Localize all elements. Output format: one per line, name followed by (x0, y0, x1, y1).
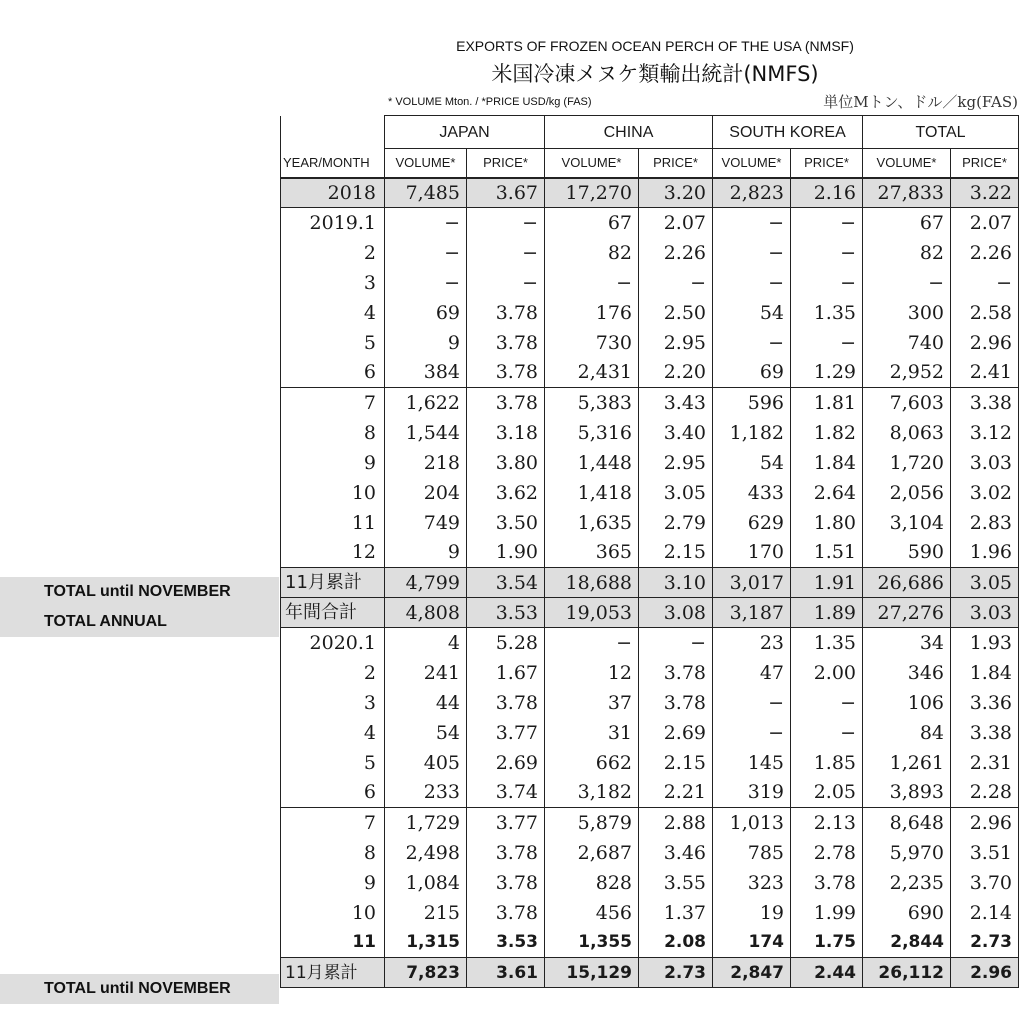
cell-year-month: 5 (281, 748, 385, 778)
cell-korea-volume: 1,013 (713, 808, 791, 838)
cell-total-price: 3.12 (951, 418, 1019, 448)
cell-china-volume: 2,431 (545, 358, 639, 388)
cell-year-month: 6 (281, 358, 385, 388)
header-china: CHINA (545, 116, 713, 149)
cell-japan-price: − (467, 208, 545, 238)
cell-total-volume: − (863, 268, 951, 298)
cell-china-price: 2.15 (639, 538, 713, 568)
cell-china-volume: 176 (545, 298, 639, 328)
header-volume: VOLUME* (713, 149, 791, 178)
cell-japan-price: 3.78 (467, 358, 545, 388)
cell-year-month: 11月累計 (281, 958, 385, 988)
cell-year-month: 8 (281, 838, 385, 868)
cell-year-month: 8 (281, 418, 385, 448)
cell-korea-price: − (791, 238, 863, 268)
cell-japan-price: 3.78 (467, 688, 545, 718)
cell-korea-volume: − (713, 718, 791, 748)
cell-china-price: 2.08 (639, 928, 713, 958)
cell-korea-volume: 629 (713, 508, 791, 538)
cell-total-price: 3.38 (951, 388, 1019, 418)
cell-japan-price: 3.62 (467, 478, 545, 508)
cell-total-volume: 740 (863, 328, 951, 358)
cell-total-volume: 690 (863, 898, 951, 928)
cell-year-month: 11 (281, 508, 385, 538)
cell-china-volume: 1,448 (545, 448, 639, 478)
cell-japan-volume: 1,622 (385, 388, 467, 418)
cell-japan-volume: 54 (385, 718, 467, 748)
table-row (281, 568, 1019, 598)
cell-korea-price: 2.16 (791, 178, 863, 208)
units-note: * VOLUME Mton. / *PRICE USD/kg (FAS) (388, 96, 592, 108)
cell-korea-price: 3.78 (791, 868, 863, 898)
cell-korea-volume: 433 (713, 478, 791, 508)
cell-japan-volume: 384 (385, 358, 467, 388)
cell-china-price: 1.37 (639, 898, 713, 928)
cell-total-price: 1.84 (951, 658, 1019, 688)
cell-total-volume: 1,720 (863, 448, 951, 478)
cell-japan-volume: 4 (385, 628, 467, 658)
cell-china-volume: 662 (545, 748, 639, 778)
header-total: TOTAL (863, 116, 1019, 149)
table-row (281, 358, 1019, 388)
cell-china-price: 2.69 (639, 718, 713, 748)
cell-korea-price: − (791, 328, 863, 358)
cell-japan-price: − (467, 268, 545, 298)
cell-korea-volume: 785 (713, 838, 791, 868)
cell-china-volume: 15,129 (545, 958, 639, 988)
cell-korea-volume: 323 (713, 868, 791, 898)
cell-korea-volume: 19 (713, 898, 791, 928)
cell-china-volume: 5,316 (545, 418, 639, 448)
cell-china-price: 2.88 (639, 808, 713, 838)
cell-total-volume: 7,603 (863, 388, 951, 418)
cell-korea-price: 2.44 (791, 958, 863, 988)
cell-total-volume: 346 (863, 658, 951, 688)
cell-japan-volume: − (385, 238, 467, 268)
cell-china-price: 3.40 (639, 418, 713, 448)
cell-japan-volume: 1,544 (385, 418, 467, 448)
cell-korea-volume: 1,182 (713, 418, 791, 448)
cell-total-volume: 8,063 (863, 418, 951, 448)
cell-year-month: 2 (281, 238, 385, 268)
cell-japan-price: 3.53 (467, 598, 545, 628)
cell-year-month: 5 (281, 328, 385, 358)
cell-korea-price: 2.78 (791, 838, 863, 868)
cell-china-price: − (639, 268, 713, 298)
cell-japan-volume: 9 (385, 328, 467, 358)
cell-china-volume: 365 (545, 538, 639, 568)
cell-korea-price: 1.29 (791, 358, 863, 388)
cell-china-price: 2.20 (639, 358, 713, 388)
cell-china-price: 3.20 (639, 178, 713, 208)
table-row (281, 328, 1019, 358)
cell-korea-price: − (791, 268, 863, 298)
cell-china-price: 2.07 (639, 208, 713, 238)
cell-china-volume: 456 (545, 898, 639, 928)
cell-korea-price: 1.82 (791, 418, 863, 448)
cell-china-volume: 5,383 (545, 388, 639, 418)
cell-china-volume: 1,355 (545, 928, 639, 958)
header-price: PRICE* (467, 149, 545, 178)
header-volume: VOLUME* (863, 149, 951, 178)
header-japan: JAPAN (385, 116, 545, 149)
cell-korea-volume: 2,823 (713, 178, 791, 208)
cell-japan-volume: 749 (385, 508, 467, 538)
cell-japan-price: 3.61 (467, 958, 545, 988)
cell-china-volume: 1,635 (545, 508, 639, 538)
table-row (281, 238, 1019, 268)
cell-year-month: 6 (281, 778, 385, 808)
cell-japan-price: 5.28 (467, 628, 545, 658)
cell-korea-volume: 3,187 (713, 598, 791, 628)
cell-korea-price: 1.35 (791, 628, 863, 658)
cell-korea-volume: 69 (713, 358, 791, 388)
table-row (281, 778, 1019, 808)
cell-korea-price: 1.80 (791, 508, 863, 538)
cell-korea-price: − (791, 208, 863, 238)
cell-china-price: 3.10 (639, 568, 713, 598)
table-row (281, 538, 1019, 568)
cell-total-price: 2.96 (951, 958, 1019, 988)
table-row (281, 448, 1019, 478)
table-row (281, 298, 1019, 328)
cell-japan-volume: 405 (385, 748, 467, 778)
cell-japan-volume: 233 (385, 778, 467, 808)
exports-table (280, 115, 1019, 988)
cell-china-price: − (639, 628, 713, 658)
cell-china-price: 2.79 (639, 508, 713, 538)
cell-korea-price: 2.64 (791, 478, 863, 508)
cell-total-price: 3.22 (951, 178, 1019, 208)
cell-total-price: 3.03 (951, 448, 1019, 478)
cell-year-month: 2018 (281, 178, 385, 208)
cell-year-month: 年間合計 (281, 598, 385, 628)
cell-total-volume: 2,844 (863, 928, 951, 958)
side-label-total-until-november-2020: TOTAL until NOVEMBER (0, 974, 279, 1004)
header-south-korea: SOUTH KOREA (713, 116, 863, 149)
table-row (281, 868, 1019, 898)
cell-total-volume: 3,104 (863, 508, 951, 538)
cell-korea-volume: − (713, 688, 791, 718)
cell-japan-volume: 7,823 (385, 958, 467, 988)
cell-japan-volume: 1,084 (385, 868, 467, 898)
cell-korea-price: − (791, 718, 863, 748)
title-english: EXPORTS OF FROZEN OCEAN PERCH OF THE USA (NMSF) (456, 38, 854, 54)
cell-year-month: 2020.1 (281, 628, 385, 658)
header-volume: VOLUME* (385, 149, 467, 178)
cell-china-price: 3.78 (639, 688, 713, 718)
cell-china-price: 3.08 (639, 598, 713, 628)
cell-japan-volume: 7,485 (385, 178, 467, 208)
table-row (281, 268, 1019, 298)
cell-japan-volume: 1,315 (385, 928, 467, 958)
cell-japan-volume: 215 (385, 898, 467, 928)
cell-total-volume: 2,952 (863, 358, 951, 388)
cell-total-volume: 106 (863, 688, 951, 718)
cell-total-price: 2.96 (951, 328, 1019, 358)
cell-japan-price: 3.78 (467, 838, 545, 868)
cell-china-price: 2.50 (639, 298, 713, 328)
cell-japan-price: − (467, 238, 545, 268)
table-row (281, 898, 1019, 928)
header-row-countries (281, 116, 1019, 149)
cell-japan-volume: 9 (385, 538, 467, 568)
cell-total-price: 2.96 (951, 808, 1019, 838)
header-row-measures (281, 149, 1019, 178)
cell-korea-price: 2.00 (791, 658, 863, 688)
cell-japan-price: 3.80 (467, 448, 545, 478)
cell-china-volume: 67 (545, 208, 639, 238)
table-row (281, 928, 1019, 958)
cell-year-month: 11 (281, 928, 385, 958)
cell-china-volume: 2,687 (545, 838, 639, 868)
cell-japan-price: 3.74 (467, 778, 545, 808)
cell-year-month: 4 (281, 718, 385, 748)
cell-japan-price: 3.77 (467, 718, 545, 748)
cell-china-price: 3.05 (639, 478, 713, 508)
cell-china-volume: 31 (545, 718, 639, 748)
table-row (281, 418, 1019, 448)
cell-korea-price: − (791, 688, 863, 718)
cell-japan-price: 3.78 (467, 298, 545, 328)
cell-japan-price: 2.69 (467, 748, 545, 778)
cell-japan-price: 3.67 (467, 178, 545, 208)
table-row (281, 718, 1019, 748)
cell-china-volume: 37 (545, 688, 639, 718)
cell-year-month: 9 (281, 868, 385, 898)
cell-total-price: 3.05 (951, 568, 1019, 598)
cell-total-price: 3.36 (951, 688, 1019, 718)
cell-china-volume: 5,879 (545, 808, 639, 838)
cell-japan-volume: − (385, 208, 467, 238)
cell-china-price: 3.46 (639, 838, 713, 868)
cell-korea-price: 1.81 (791, 388, 863, 418)
cell-total-price: 1.93 (951, 628, 1019, 658)
cell-total-volume: 27,276 (863, 598, 951, 628)
cell-korea-price: 1.85 (791, 748, 863, 778)
cell-korea-volume: − (713, 238, 791, 268)
cell-korea-volume: 54 (713, 298, 791, 328)
table-row (281, 598, 1019, 628)
cell-total-volume: 82 (863, 238, 951, 268)
cell-japan-price: 3.18 (467, 418, 545, 448)
cell-total-volume: 27,833 (863, 178, 951, 208)
cell-total-price: 3.03 (951, 598, 1019, 628)
cell-year-month: 10 (281, 478, 385, 508)
cell-total-price: 2.14 (951, 898, 1019, 928)
cell-year-month: 3 (281, 268, 385, 298)
cell-korea-price: 2.13 (791, 808, 863, 838)
cell-total-price: 2.28 (951, 778, 1019, 808)
header-blank-cell (281, 116, 385, 149)
cell-china-volume: 19,053 (545, 598, 639, 628)
cell-china-volume: − (545, 628, 639, 658)
cell-total-volume: 8,648 (863, 808, 951, 838)
side-label-total-annual-2019: TOTAL ANNUAL (0, 607, 279, 637)
cell-korea-volume: − (713, 208, 791, 238)
cell-china-price: 3.78 (639, 658, 713, 688)
table-row (281, 388, 1019, 418)
cell-japan-price: 1.90 (467, 538, 545, 568)
cell-china-price: 3.43 (639, 388, 713, 418)
cell-japan-volume: 241 (385, 658, 467, 688)
cell-total-price: 3.02 (951, 478, 1019, 508)
header-price: PRICE* (639, 149, 713, 178)
table-row (281, 478, 1019, 508)
cell-total-volume: 2,056 (863, 478, 951, 508)
cell-korea-volume: − (713, 328, 791, 358)
header-price: PRICE* (951, 149, 1019, 178)
cell-china-volume: 3,182 (545, 778, 639, 808)
cell-japan-price: 3.78 (467, 388, 545, 418)
table-row (281, 748, 1019, 778)
cell-china-volume: 828 (545, 868, 639, 898)
cell-korea-volume: 174 (713, 928, 791, 958)
table-row (281, 838, 1019, 868)
cell-korea-price: 1.51 (791, 538, 863, 568)
header-year-month: YEAR/MONTH (281, 149, 385, 178)
cell-japan-price: 3.77 (467, 808, 545, 838)
header-price: PRICE* (791, 149, 863, 178)
header-volume: VOLUME* (545, 149, 639, 178)
cell-china-volume: 12 (545, 658, 639, 688)
cell-japan-price: 3.53 (467, 928, 545, 958)
cell-korea-volume: 170 (713, 538, 791, 568)
cell-korea-volume: 23 (713, 628, 791, 658)
cell-japan-price: 3.54 (467, 568, 545, 598)
cell-total-volume: 34 (863, 628, 951, 658)
cell-japan-price: 3.78 (467, 328, 545, 358)
cell-total-volume: 1,261 (863, 748, 951, 778)
cell-korea-volume: 54 (713, 448, 791, 478)
cell-year-month: 2019.1 (281, 208, 385, 238)
cell-total-volume: 300 (863, 298, 951, 328)
cell-china-volume: 1,418 (545, 478, 639, 508)
cell-total-price: − (951, 268, 1019, 298)
cell-korea-volume: − (713, 268, 791, 298)
cell-total-price: 2.73 (951, 928, 1019, 958)
cell-korea-price: 1.91 (791, 568, 863, 598)
cell-total-price: 2.07 (951, 208, 1019, 238)
cell-total-volume: 5,970 (863, 838, 951, 868)
cell-total-volume: 3,893 (863, 778, 951, 808)
cell-korea-volume: 319 (713, 778, 791, 808)
table-row (281, 208, 1019, 238)
cell-year-month: 7 (281, 388, 385, 418)
cell-china-volume: − (545, 268, 639, 298)
cell-total-price: 3.70 (951, 868, 1019, 898)
cell-total-price: 2.58 (951, 298, 1019, 328)
cell-year-month: 3 (281, 688, 385, 718)
cell-japan-price: 3.50 (467, 508, 545, 538)
cell-korea-volume: 145 (713, 748, 791, 778)
cell-korea-volume: 3,017 (713, 568, 791, 598)
side-label-total-until-november-2019: TOTAL until NOVEMBER (0, 577, 279, 607)
cell-total-price: 2.41 (951, 358, 1019, 388)
cell-japan-volume: 69 (385, 298, 467, 328)
cell-total-price: 2.26 (951, 238, 1019, 268)
cell-china-price: 2.95 (639, 328, 713, 358)
cell-japan-volume: 218 (385, 448, 467, 478)
cell-korea-price: 2.05 (791, 778, 863, 808)
cell-korea-price: 1.75 (791, 928, 863, 958)
table-row (281, 958, 1019, 988)
cell-korea-price: 1.89 (791, 598, 863, 628)
cell-korea-price: 1.99 (791, 898, 863, 928)
table-row (281, 508, 1019, 538)
cell-china-price: 2.15 (639, 748, 713, 778)
cell-total-volume: 590 (863, 538, 951, 568)
cell-total-price: 2.83 (951, 508, 1019, 538)
cell-korea-volume: 2,847 (713, 958, 791, 988)
table-row (281, 628, 1019, 658)
cell-japan-volume: 4,808 (385, 598, 467, 628)
title-japanese: 米国冷凍メヌケ類輸出統計(NMFS) (491, 62, 819, 86)
cell-year-month: 2 (281, 658, 385, 688)
cell-china-price: 3.55 (639, 868, 713, 898)
cell-china-price: 2.26 (639, 238, 713, 268)
cell-korea-volume: 596 (713, 388, 791, 418)
cell-japan-volume: 204 (385, 478, 467, 508)
cell-korea-volume: 47 (713, 658, 791, 688)
cell-korea-price: 1.35 (791, 298, 863, 328)
table-row (281, 178, 1019, 208)
cell-korea-price: 1.84 (791, 448, 863, 478)
cell-japan-volume: 4,799 (385, 568, 467, 598)
cell-japan-volume: 1,729 (385, 808, 467, 838)
cell-japan-volume: 44 (385, 688, 467, 718)
cell-total-volume: 84 (863, 718, 951, 748)
cell-china-price: 2.21 (639, 778, 713, 808)
table-row (281, 688, 1019, 718)
cell-japan-volume: 2,498 (385, 838, 467, 868)
cell-japan-price: 1.67 (467, 658, 545, 688)
cell-total-price: 3.51 (951, 838, 1019, 868)
table-row (281, 658, 1019, 688)
cell-total-volume: 67 (863, 208, 951, 238)
table-row (281, 808, 1019, 838)
cell-year-month: 4 (281, 298, 385, 328)
cell-total-price: 1.96 (951, 538, 1019, 568)
cell-china-volume: 17,270 (545, 178, 639, 208)
cell-year-month: 12 (281, 538, 385, 568)
cell-total-price: 2.31 (951, 748, 1019, 778)
cell-year-month: 11月累計 (281, 568, 385, 598)
cell-total-price: 3.38 (951, 718, 1019, 748)
cell-japan-price: 3.78 (467, 898, 545, 928)
cell-year-month: 10 (281, 898, 385, 928)
cell-japan-volume: − (385, 268, 467, 298)
units-note-japanese: 単位Mトン、ドル／kg(FAS) (823, 93, 1018, 111)
cell-total-volume: 26,686 (863, 568, 951, 598)
cell-japan-price: 3.78 (467, 868, 545, 898)
cell-total-volume: 2,235 (863, 868, 951, 898)
cell-total-volume: 26,112 (863, 958, 951, 988)
cell-year-month: 9 (281, 448, 385, 478)
cell-year-month: 7 (281, 808, 385, 838)
cell-china-volume: 18,688 (545, 568, 639, 598)
cell-china-price: 2.73 (639, 958, 713, 988)
cell-china-price: 2.95 (639, 448, 713, 478)
cell-china-volume: 730 (545, 328, 639, 358)
cell-china-volume: 82 (545, 238, 639, 268)
